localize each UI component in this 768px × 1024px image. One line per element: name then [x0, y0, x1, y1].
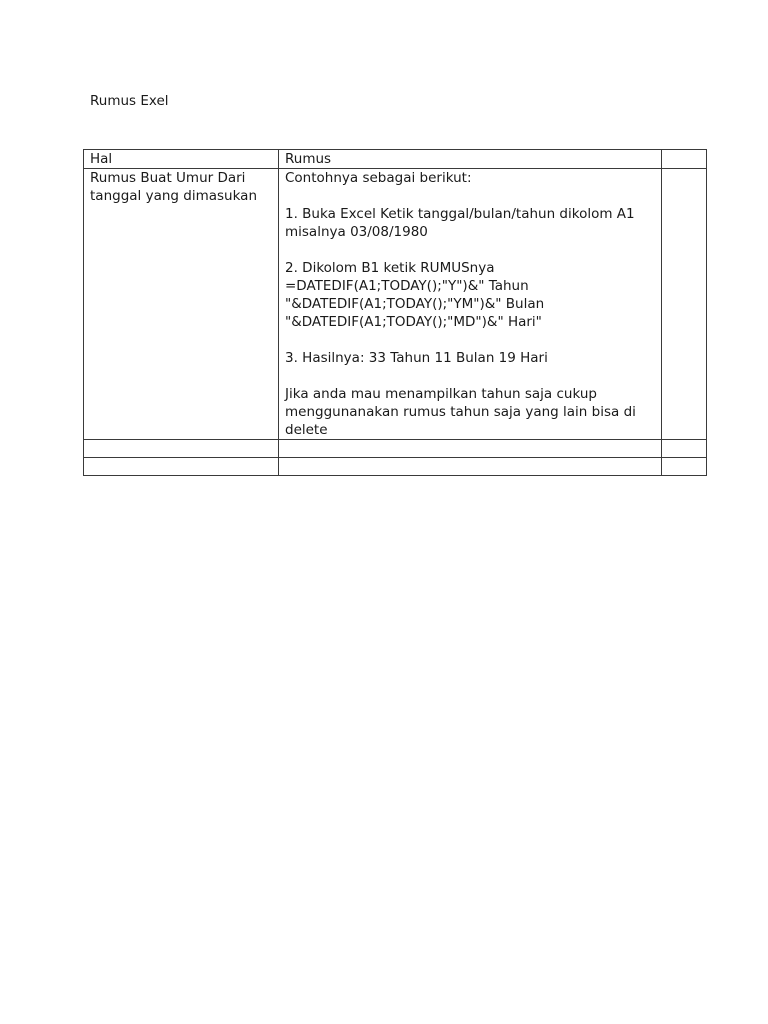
- table-header-row: [84, 150, 707, 169]
- document-title: Rumus Exel: [90, 93, 169, 109]
- cell-empty: [662, 169, 707, 440]
- cell-empty: [662, 440, 707, 458]
- table-row-empty: [84, 458, 707, 476]
- rumus-intro: Contohnya sebagai berikut:: [285, 170, 472, 186]
- cell-empty: [662, 458, 707, 476]
- formula-table: [83, 149, 707, 476]
- cell-rumus: [279, 169, 662, 440]
- rumus-step-2-line-2: =DATEDIF(A1;TODAY();"Y")&" Tahun: [285, 278, 529, 294]
- rumus-step-2-line-4: "&DATEDIF(A1;TODAY();"MD")&" Hari": [285, 314, 542, 330]
- rumus-step-1: 1. Buka Excel Ketik tanggal/bulan/tahun dikolom A1 misalnya 03/08/1980: [285, 206, 635, 240]
- header-cell-rumus: Rumus: [279, 150, 662, 169]
- cell-empty: [279, 458, 662, 476]
- cell-empty: [279, 440, 662, 458]
- rumus-step-2-line-3: "&DATEDIF(A1;TODAY();"YM")&" Bulan: [285, 296, 545, 312]
- cell-hal: Rumus Buat Umur Dari tanggal yang dimasukan: [84, 169, 279, 440]
- rumus-step-3: 3. Hasilnya: 33 Tahun 11 Bulan 19 Hari: [285, 350, 548, 366]
- cell-empty: [84, 440, 279, 458]
- table-row: [84, 169, 707, 440]
- header-cell-hal: Hal: [84, 150, 279, 169]
- table-row-empty: [84, 440, 707, 458]
- rumus-step-2-line-1: 2. Dikolom B1 ketik RUMUSnya: [285, 260, 495, 276]
- cell-empty: [84, 458, 279, 476]
- rumus-note: Jika anda mau menampilkan tahun saja cukup menggunanakan rumus tahun saja yang lain bisa di delete: [285, 386, 636, 438]
- header-cell-empty: [662, 150, 707, 169]
